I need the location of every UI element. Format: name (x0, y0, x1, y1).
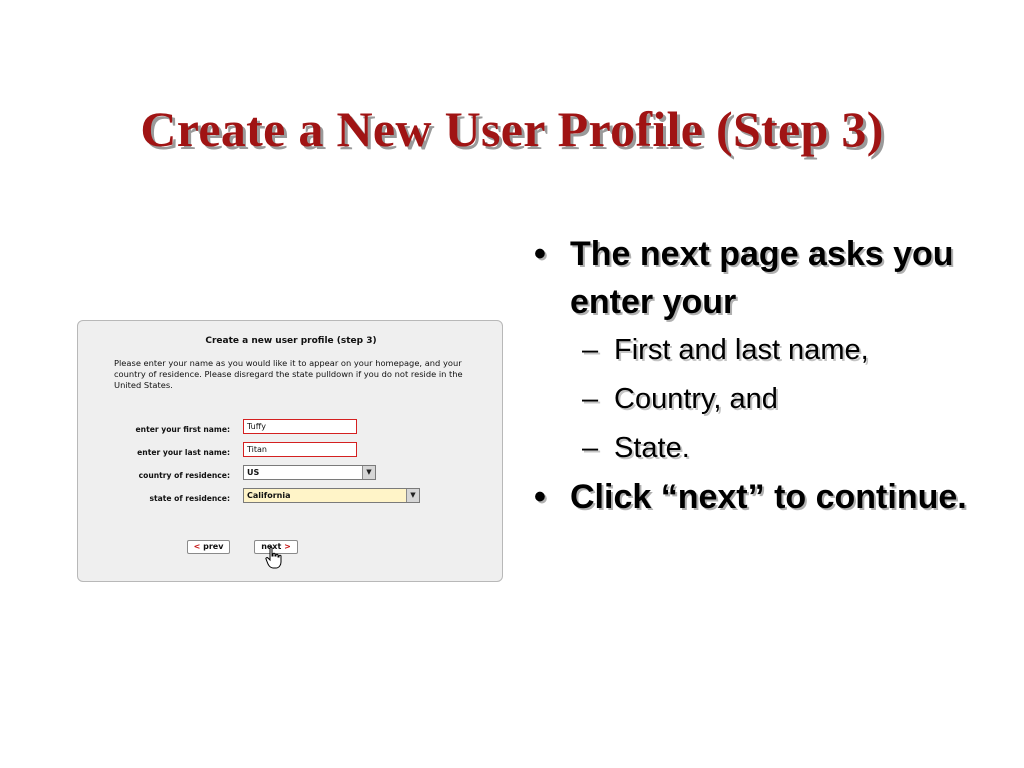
sub-bullet-text: First and last name, (614, 334, 869, 366)
form-heading: Create a new user profile (step 3) (205, 336, 377, 346)
sub-bullet-item (532, 424, 1012, 473)
prev-button[interactable] (187, 540, 230, 554)
bullet-marker: • (534, 478, 546, 516)
last-name-input[interactable]: Titan (243, 442, 357, 457)
form-screenshot (77, 320, 503, 582)
dash-marker: – (582, 383, 599, 415)
sub-bullet-item (532, 326, 1012, 375)
chevron-down-icon: ▼ (362, 466, 375, 479)
dash-marker: – (582, 334, 599, 366)
state-label: state of residence: (149, 494, 230, 503)
last-name-label: enter your last name: (137, 448, 230, 457)
prev-button-label: prev (203, 542, 224, 551)
bullet-item (532, 230, 1012, 326)
bullet-item (532, 473, 1012, 521)
dash-marker: – (582, 432, 599, 464)
first-name-label: enter your first name: (135, 425, 230, 434)
chevron-left-icon: < (193, 542, 201, 551)
bullet-text: The next page asks you enter your (570, 235, 954, 321)
sub-bullet-text: Country, and (614, 383, 778, 415)
chevron-right-icon: > (284, 542, 291, 551)
sub-bullet-text: State. (614, 432, 690, 464)
state-select[interactable] (243, 488, 420, 503)
country-select[interactable] (243, 465, 376, 480)
slide-title: Create a New User Profile (Step 3) (140, 101, 884, 157)
country-select-value: US (247, 468, 260, 477)
first-name-input[interactable]: Tuffy (243, 419, 357, 434)
country-label: country of residence: (138, 471, 230, 480)
hand-pointer-icon (264, 546, 284, 570)
bullet-marker: • (534, 235, 546, 273)
chevron-down-icon: ▼ (406, 489, 419, 502)
sub-bullet-item (532, 375, 1012, 424)
form-instructions: Please enter your name as you would like it to appear on your homepage, and your country of residence. Please disregard the state pulldown if you do not reside in the United States. (114, 358, 463, 390)
state-select-value: California (247, 491, 291, 500)
bullet-list (532, 230, 1012, 521)
next-button-label: next (261, 542, 282, 551)
bullet-text: Click “next” to continue. (570, 478, 967, 516)
